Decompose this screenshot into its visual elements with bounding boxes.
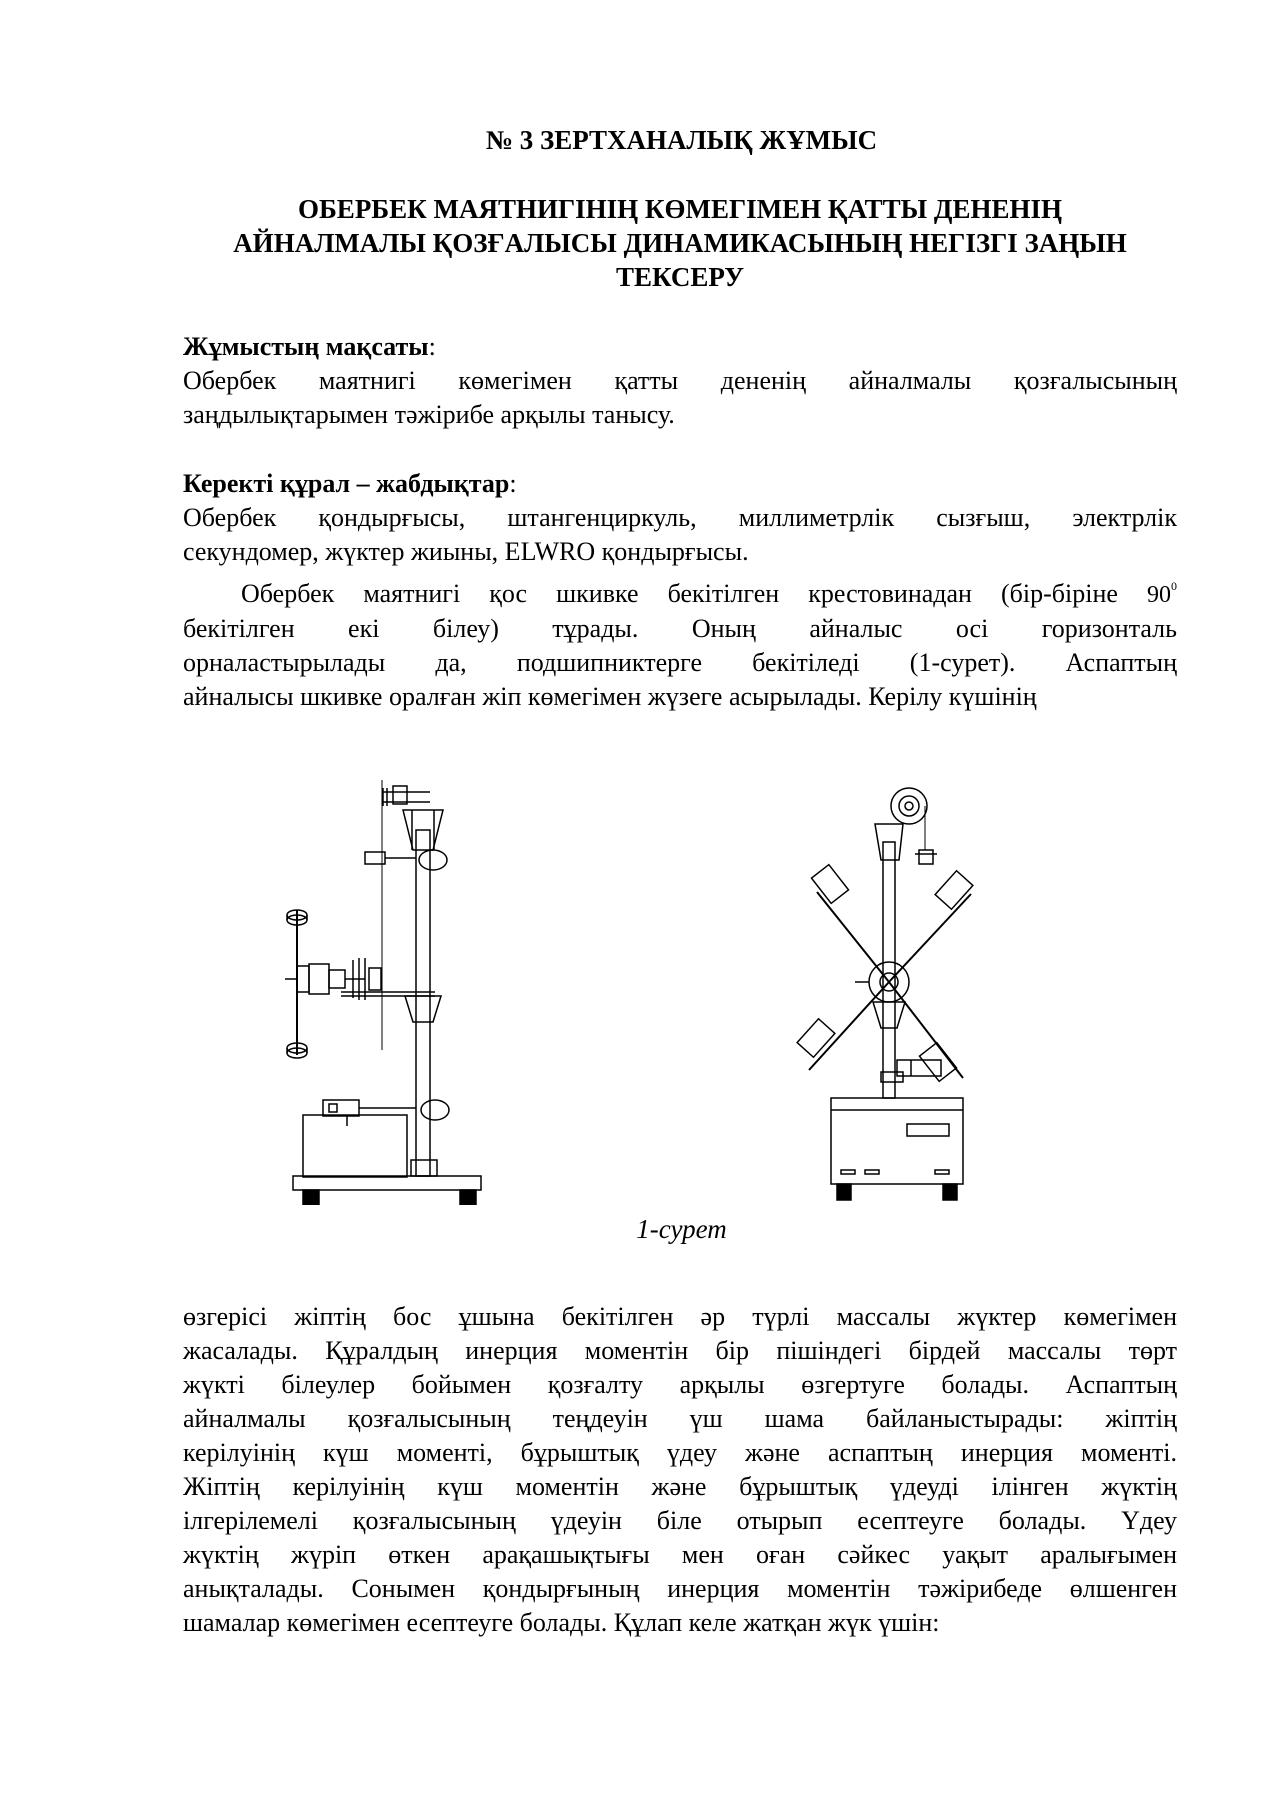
equipment-heading: Керекті құрал – жабдықтар <box>183 469 510 498</box>
button-2 <box>865 1170 879 1174</box>
purpose-line-1: Обербек маятнигі көмегімен қатты дененің айналмалы қозғалысының <box>183 366 1177 395</box>
equipment-line-2: секундомер, жүктер жиыны, ELWRO қондырғысы. <box>183 537 749 566</box>
angle-value: 90 <box>1147 582 1172 608</box>
timer-box <box>303 1115 407 1177</box>
body-line-10: шамалар көмегімен есептеуге болады. Құлап келе жатқан жүк үшін: <box>183 1608 940 1637</box>
intro-line-4: айналысы шкивке оралған жіп көмегімен жүзеге асырылады. Керілу күшінің <box>183 682 1037 711</box>
equipment-colon: : <box>509 469 517 498</box>
foot-right <box>943 1184 957 1200</box>
purpose-heading: Жұмыстың мақсаты <box>183 332 429 361</box>
weight-upper-left <box>811 865 848 904</box>
figure-caption: 1-сурет <box>636 1214 727 1244</box>
intro-line-1 <box>183 569 1177 612</box>
middle-funnel <box>873 1002 905 1028</box>
body-line-2: жасалады. Құралдың инерция моментін бір пішіндегі бірдей массалы төрт <box>183 1336 1177 1365</box>
main-title <box>183 192 1177 294</box>
equipment-line-1: Обербек қондырғысы, штангенциркуль, миллиметрлік сызғыш, электрлік <box>183 503 1177 532</box>
purpose-section <box>183 330 1177 432</box>
double-pulley <box>309 964 329 994</box>
main-title-line-3: ТЕКСЕРУ <box>615 262 745 292</box>
cross-hub <box>297 966 309 992</box>
button-1 <box>841 1170 855 1174</box>
base-box <box>831 1098 963 1184</box>
column-foot <box>411 1160 437 1176</box>
equipment-heading-line <box>183 467 1177 501</box>
upper-bracket <box>419 850 447 870</box>
vertical-column <box>416 830 430 1176</box>
weight-upper-right <box>935 871 973 910</box>
lower-bracket <box>421 1100 449 1120</box>
oberbeck-front-view-figure <box>785 782 995 1202</box>
foot-right <box>460 1190 476 1205</box>
lab-work-title: № 3 ЗЕРТХАНАЛЫҚ ЖҰМЫС <box>485 125 878 155</box>
base-plate <box>293 1176 481 1190</box>
body-line-9: анықталады. Сонымен қондырғының инерция моментін тәжірибеде өлшенген <box>183 1574 1177 1603</box>
middle-funnel <box>405 996 441 1022</box>
hanging-weight <box>919 850 933 864</box>
foot-left <box>303 1190 319 1205</box>
spoke-upper-right <box>889 894 971 982</box>
intro-line-3: орналастырылады да, подшипниктерге бекітіледі (1-сурет). Аспаптың <box>183 648 1177 677</box>
display-window <box>907 1124 949 1136</box>
vertical-column <box>883 842 895 1098</box>
spoke-upper-left <box>817 892 889 982</box>
body-paragraph <box>183 1300 1177 1640</box>
top-pulley-wheel <box>891 788 927 824</box>
body-line-3: жүкті білеулер бойымен қозғалту арқылы өзгертуге болады. Аспаптың <box>183 1370 1177 1399</box>
intro-line-2: бекітілген екі білеу) тұрады. Оның айналыс осі горизонталь <box>183 614 1177 643</box>
spoke-lower-left <box>809 982 889 1070</box>
body-line-7: ілгерілемелі қозғалысының үдеуін біле отырып есептеуге болады. Үдеу <box>183 1506 1177 1535</box>
intro-paragraph <box>183 569 1177 714</box>
intro-line-1-text: Обербек маятнигі қос шкивке бекітілген крестовинадан (бір-біріне <box>241 579 1118 608</box>
body-line-5: керілуінің күш моменті, бұрыштық үдеу және аспаптың инерция моменті. <box>183 1438 1177 1467</box>
body-line-8: жүктің жүріп өткен арақашықтығы мен оған сәйкес уақыт аралығымен <box>183 1540 1177 1569</box>
oberbeck-side-view-figure <box>285 770 495 1205</box>
purpose-line-2: заңдылықтарымен тәжірибе арқылы танысу. <box>183 400 675 429</box>
purpose-colon: : <box>428 332 436 361</box>
equipment-section <box>183 467 1177 569</box>
button-3 <box>935 1170 949 1174</box>
weight-lower-left <box>797 1019 835 1058</box>
main-title-line-1: ОБЕРБЕК МАЯТНИГІНІҢ КӨМЕГІМЕН ҚАТТЫ ДЕНЕНІҢ <box>297 194 1063 224</box>
body-line-6: Жіптің керілуінің күш моментін және бұрыштық үдеуді ілінген жүктің <box>183 1472 1177 1501</box>
main-title-line-2: АЙНАЛМАЛЫ ҚОЗҒАЛЫСЫ ДИНАМИКАСЫНЫҢ НЕГІЗГІ ЗАҢЫН <box>233 228 1127 258</box>
degree-mark: 0 <box>1171 579 1178 593</box>
body-line-4: айналмалы қозғалысының теңдеуін үш шама байланыстырады: жіптің <box>183 1404 1177 1433</box>
purpose-heading-line <box>183 330 1177 364</box>
foot-left <box>837 1184 851 1200</box>
body-line-1: өзгерісі жіптің бос ұшына бекітілген әр түрлі массалы жүктер көмегімен <box>183 1302 1177 1331</box>
